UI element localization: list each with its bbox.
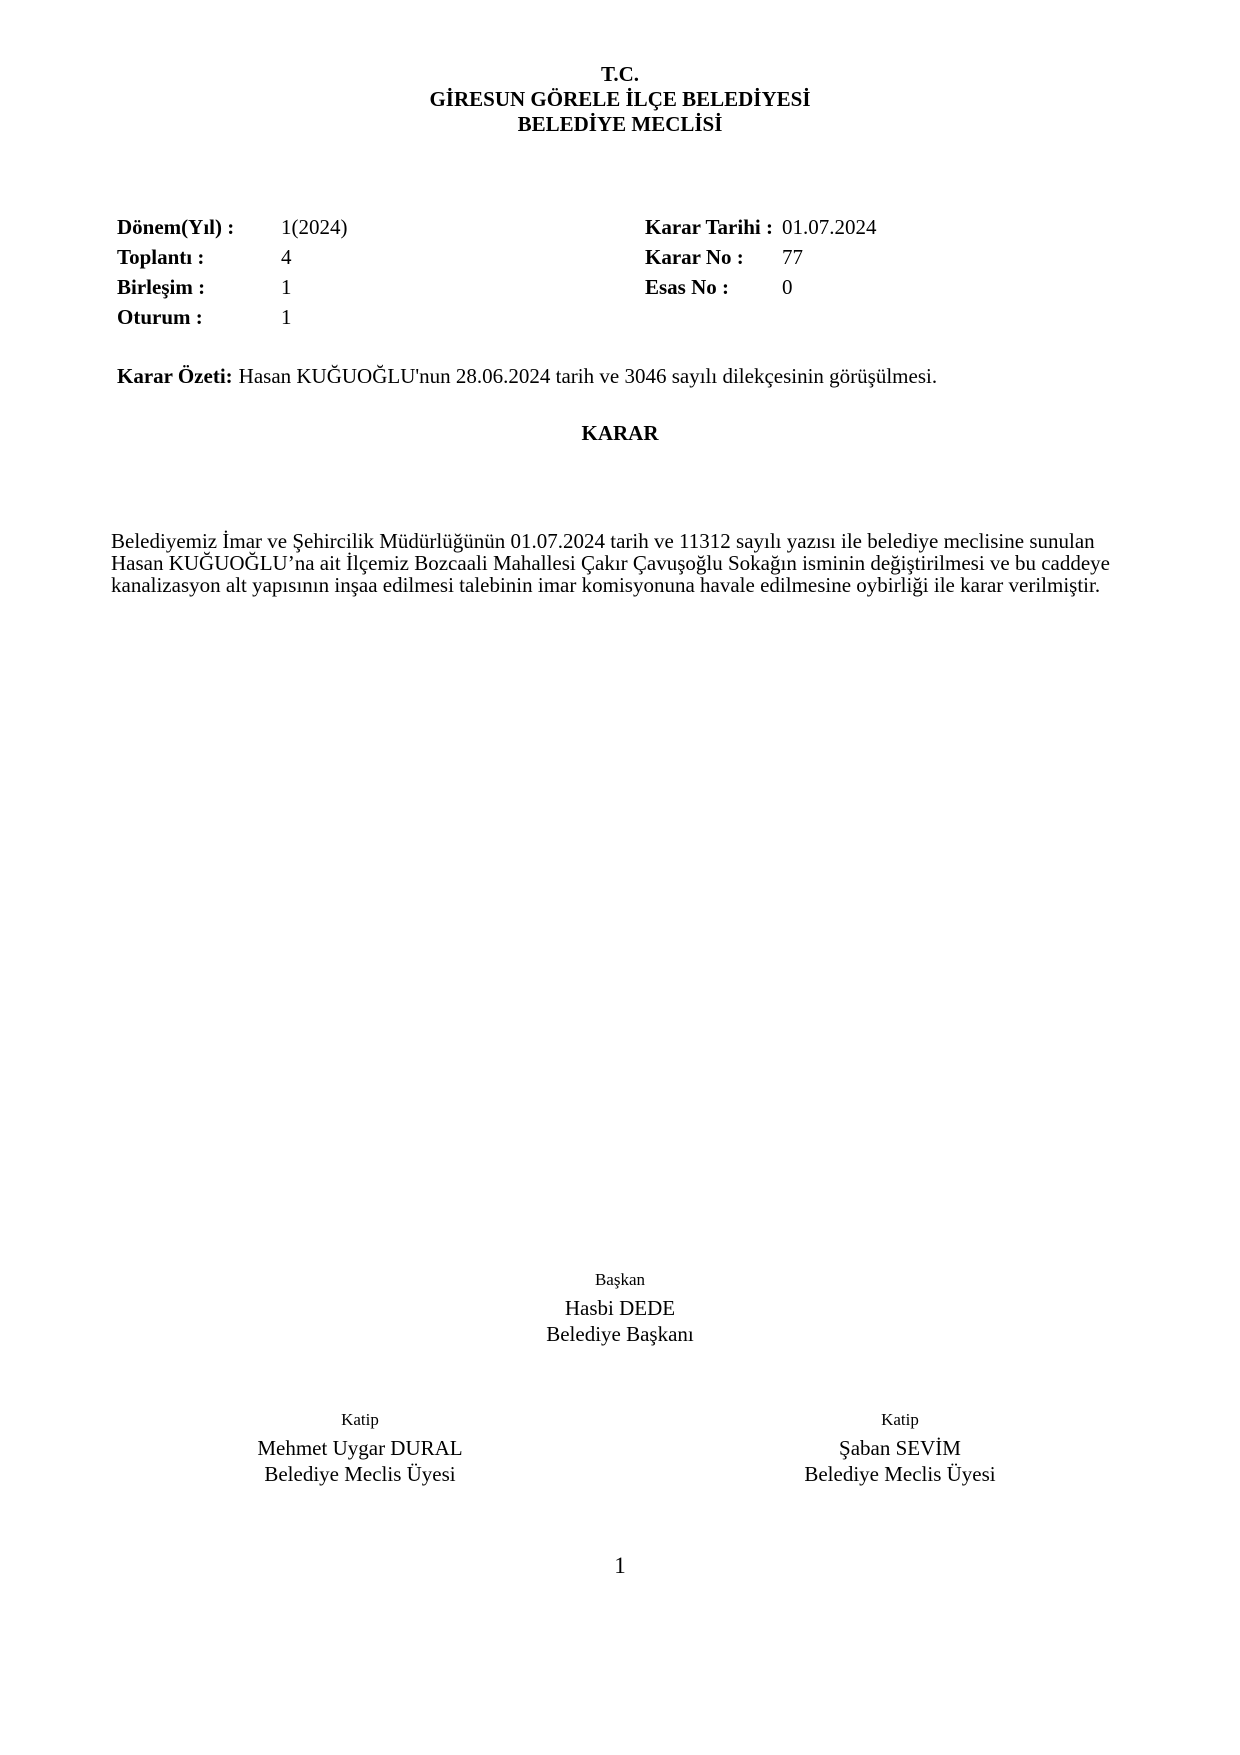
signature-role: Katip bbox=[341, 1410, 379, 1429]
decision-summary bbox=[117, 364, 937, 389]
header-line-1: T.C. bbox=[600, 62, 640, 86]
meta-row-decision-no bbox=[645, 242, 877, 272]
signature-clerk-left bbox=[210, 1409, 510, 1487]
meta-value: 1 bbox=[281, 305, 292, 329]
meta-row-period bbox=[117, 212, 348, 242]
meta-label: Birleşim : bbox=[117, 275, 206, 299]
meta-row-sitting bbox=[117, 302, 348, 332]
meta-row-meeting bbox=[117, 242, 348, 272]
summary-text: Hasan KUĞUOĞLU'nun 28.06.2024 tarih ve 3046 sayılı dilekçesinin görüşülmesi. bbox=[238, 364, 938, 388]
decision-body bbox=[111, 530, 1151, 596]
document-header bbox=[0, 62, 1240, 137]
body-line: Belediyemiz İmar ve Şehircilik Müdürlüğünün 01.07.2024 tarih ve 11312 sayılı yazısı ile belediye meclisine sunulan bbox=[111, 529, 1095, 553]
meta-label: Dönem(Yıl) : bbox=[117, 215, 235, 239]
signature-title: Belediye Meclis Üyesi bbox=[264, 1462, 456, 1486]
summary-label: Karar Özeti: bbox=[117, 364, 233, 388]
signature-president bbox=[470, 1269, 770, 1347]
signature-role: Katip bbox=[881, 1410, 919, 1429]
meta-value: 77 bbox=[782, 245, 803, 269]
meta-label: Toplantı : bbox=[117, 245, 205, 269]
meta-row-session bbox=[117, 272, 348, 302]
meta-row-decision-date bbox=[645, 212, 877, 242]
meta-value: 1 bbox=[281, 275, 292, 299]
page-number: 1 bbox=[614, 1553, 626, 1578]
signature-title: Belediye Meclis Üyesi bbox=[804, 1462, 996, 1486]
meta-value: 1(2024) bbox=[281, 215, 348, 239]
signature-name: Hasbi DEDE bbox=[564, 1296, 676, 1320]
meta-value: 0 bbox=[782, 275, 793, 299]
meta-value: 01.07.2024 bbox=[782, 215, 877, 239]
meta-right-block bbox=[645, 212, 877, 302]
header-line-2: GİRESUN GÖRELE İLÇE BELEDİYESİ bbox=[429, 87, 811, 111]
meta-label: Karar No : bbox=[645, 245, 744, 269]
signature-name: Mehmet Uygar DURAL bbox=[257, 1436, 463, 1460]
meta-label: Oturum : bbox=[117, 305, 203, 329]
decision-title: KARAR bbox=[581, 421, 659, 445]
signature-title: Belediye Başkanı bbox=[546, 1322, 694, 1346]
body-line: kanalizasyon alt yapısının inşaa edilmesi talebinin imar komisyonuna havale edilmesine oybirliği ile karar verilmiştir. bbox=[111, 573, 1101, 597]
signature-name: Şaban SEVİM bbox=[839, 1436, 961, 1460]
body-line: Hasan KUĞUOĞLU’na ait İlçemiz Bozcaali Mahallesi Çakır Çavuşoğlu Sokağın isminin değiştirilmesi ve bu caddeye bbox=[111, 551, 1111, 575]
meta-row-basis-no bbox=[645, 272, 877, 302]
meta-label: Esas No : bbox=[645, 275, 730, 299]
signature-role: Başkan bbox=[594, 1270, 646, 1289]
meta-left-block bbox=[117, 212, 348, 332]
header-line-3: BELEDİYE MECLİSİ bbox=[517, 112, 723, 136]
meta-value: 4 bbox=[281, 245, 292, 269]
signature-clerk-right bbox=[750, 1409, 1050, 1487]
meta-label: Karar Tarihi : bbox=[645, 215, 773, 239]
